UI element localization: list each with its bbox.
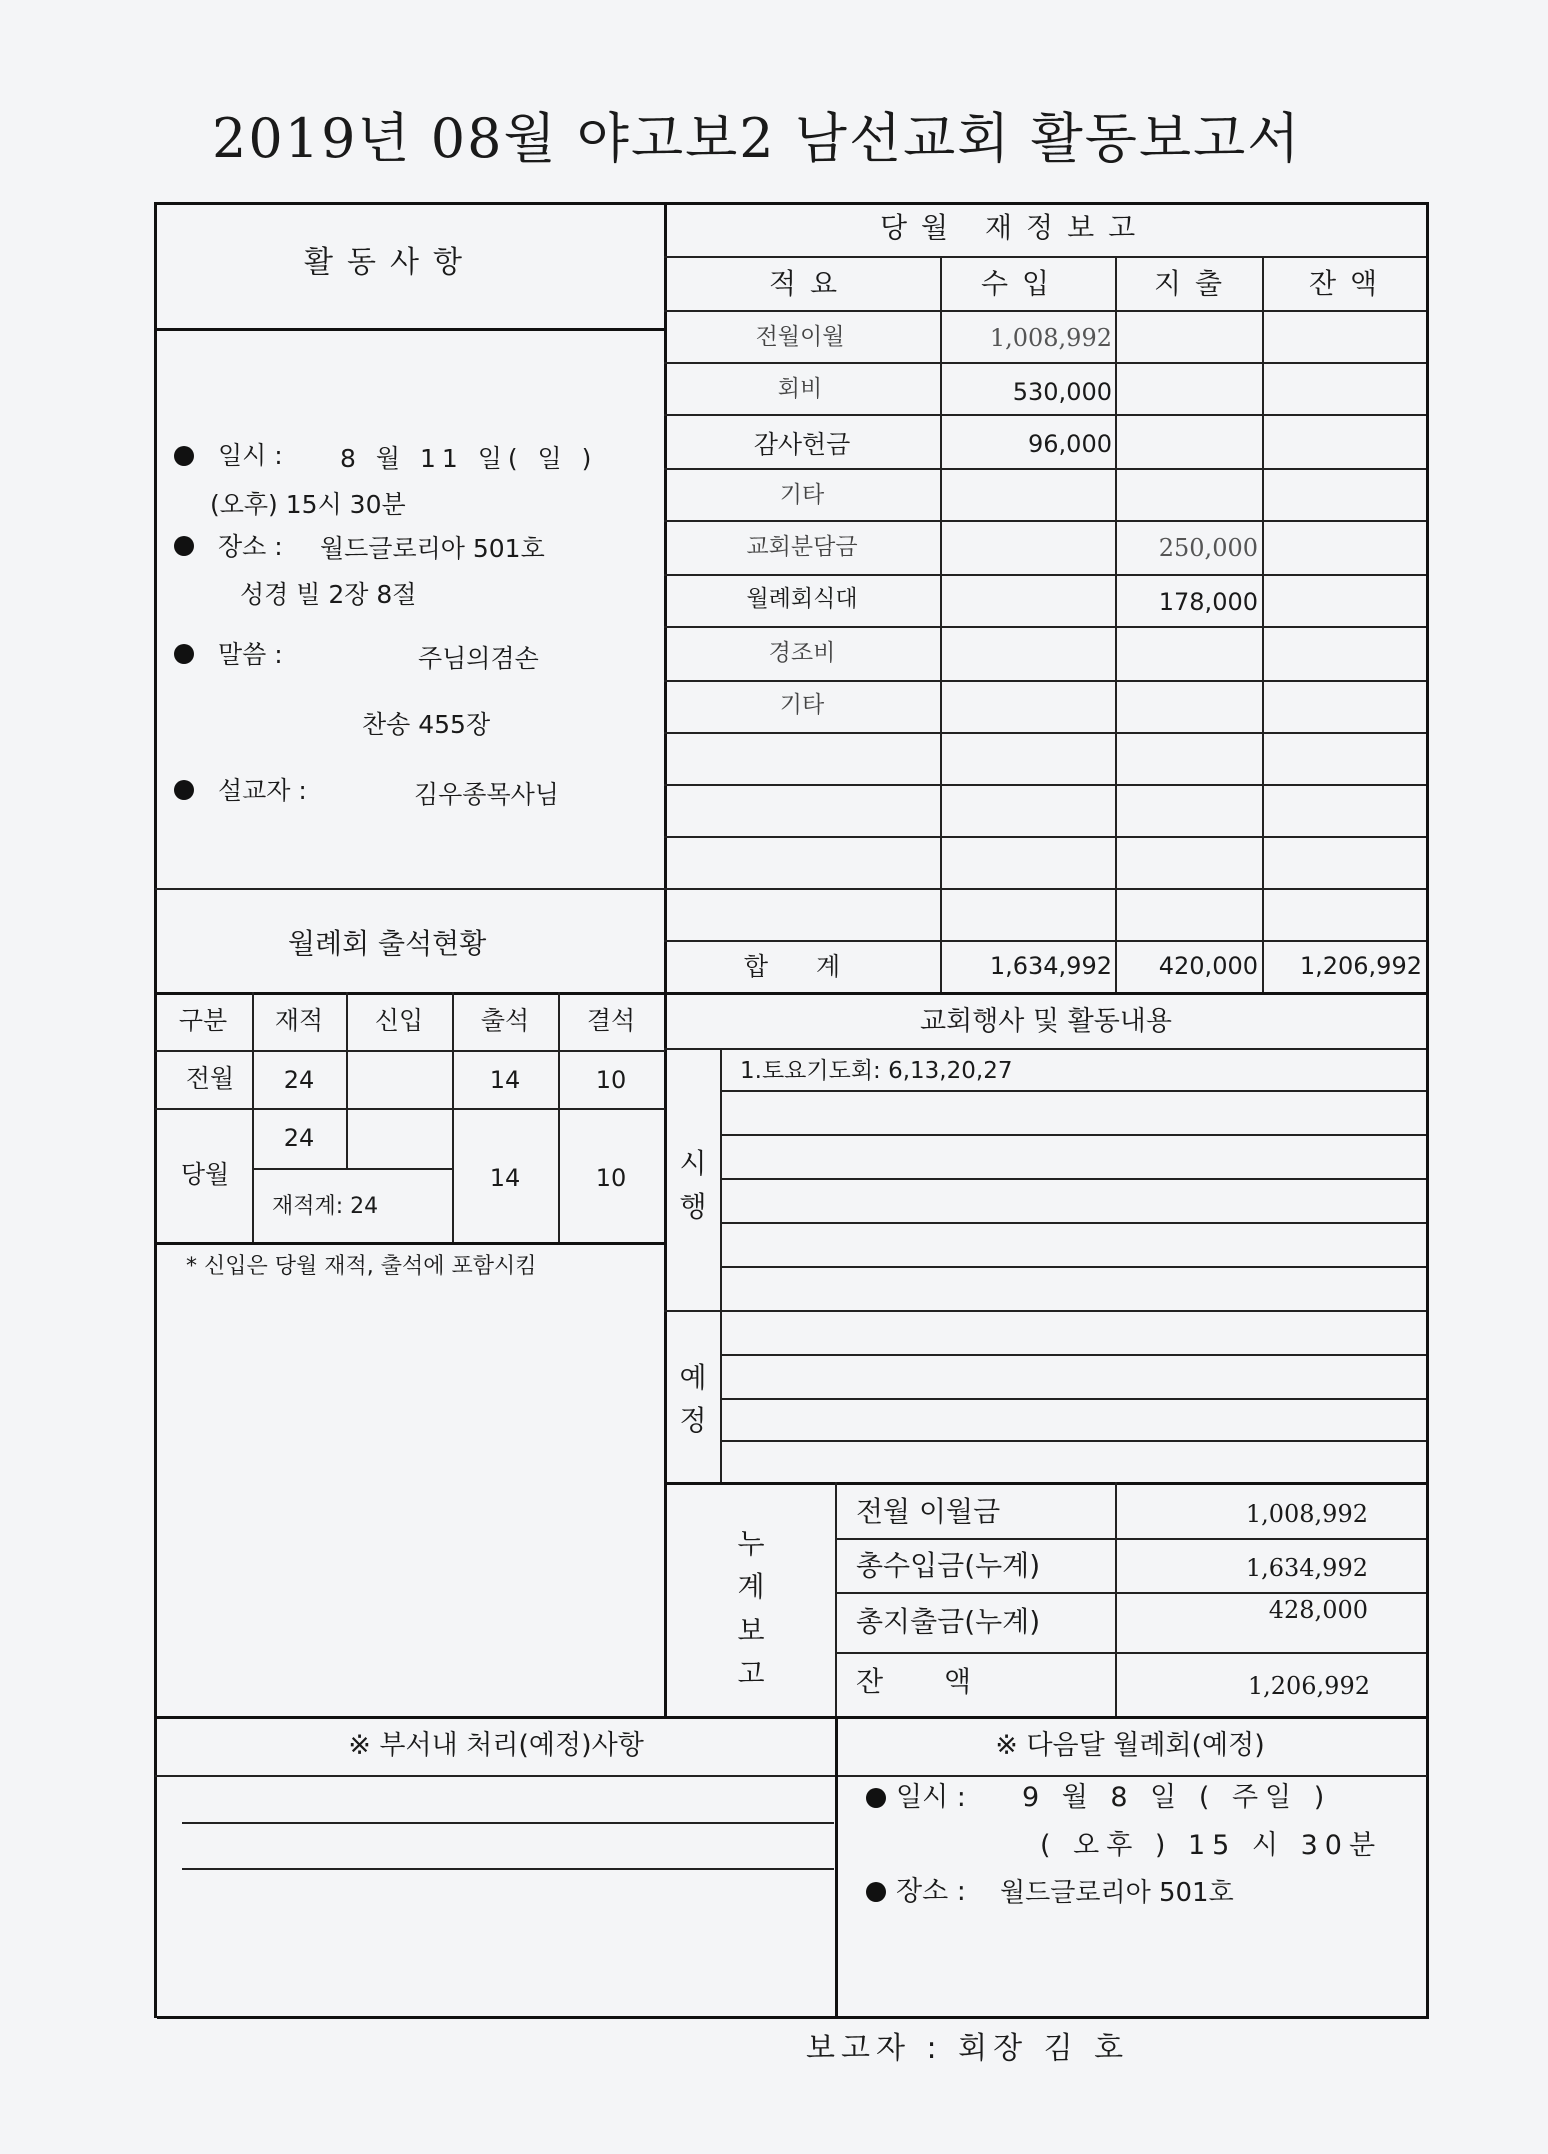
row-item: 경조비 (768, 640, 836, 666)
row-item: 월례회식대 (746, 586, 858, 612)
total-expense: 420,000 (1158, 952, 1258, 980)
cur-enrolled: 24 (283, 1124, 315, 1152)
date-label: 일시 : (218, 441, 283, 470)
cum-label: 총수입금(누계) (856, 1549, 1041, 1582)
cumulative-label: 누계보고 (737, 1527, 765, 1691)
col-enrolled: 재적 (274, 1006, 324, 1035)
dept-header: ※ 부서내 처리(예정)사항 (348, 1730, 644, 1761)
prev-month-label: 전월 (185, 1064, 235, 1093)
scripture: 성경 빌 2장 8절 (240, 580, 417, 609)
row-income: 1,008,992 (989, 324, 1112, 352)
cum-label: 전월 이월금 (856, 1495, 1001, 1528)
total-balance: 1,206,992 (1299, 952, 1422, 980)
prev-enrolled: 24 (283, 1066, 315, 1094)
hymn: 찬송 455장 (362, 710, 491, 739)
finance-header: 당월 재정보고 (880, 211, 1150, 244)
bullet-icon (866, 1882, 886, 1902)
row-item: 전월이월 (755, 324, 845, 350)
next-date-value: 9 월 8 일 ( 주일 ) (1022, 1782, 1332, 1813)
bullet-icon (174, 644, 194, 664)
cur-absent: 10 (595, 1164, 627, 1192)
done-item: 1.토요기도회: 6,13,20,27 (740, 1058, 1013, 1084)
attendance-note: * 신입은 당월 재적, 출석에 포함시킴 (186, 1254, 537, 1279)
date-value: 8 월 11 일( 일 ) (340, 444, 598, 473)
cum-label: 잔 액 (856, 1665, 997, 1698)
bullet-icon (174, 780, 194, 800)
report-title: 2019년 08월 야고보2 남선교회 활동보고서 (212, 107, 1302, 170)
time-value: (오후) 15시 30분 (210, 490, 406, 519)
row-item: 교회분담금 (746, 534, 858, 560)
activity-header: 활동사항 (304, 245, 476, 280)
bullet-icon (866, 1788, 886, 1808)
next-place-value: 월드글로리아 501호 (1000, 1878, 1234, 1908)
attendance-header: 월례회 출석현황 (288, 927, 487, 960)
row-income: 530,000 (1012, 378, 1112, 406)
col-income: 수입 (980, 267, 1064, 300)
row-item: 회비 (777, 376, 823, 402)
next-date-label: 일시 : (896, 1782, 966, 1813)
col-item: 적요 (768, 267, 852, 300)
col-expense: 지출 (1153, 267, 1237, 300)
bullet-icon (174, 536, 194, 556)
place-value: 월드글로리아 501호 (320, 534, 545, 563)
sermon-label: 말씀 : (218, 640, 283, 669)
bullet-icon (174, 446, 194, 466)
events-header: 교회행사 및 활동내용 (920, 1006, 1172, 1037)
plan-label: 예정 (679, 1361, 707, 1438)
cum-value: 1,206,992 (1247, 1672, 1370, 1700)
next-header: ※ 다음달 월례회(예정) (995, 1730, 1265, 1761)
col-attend: 출석 (480, 1006, 530, 1035)
next-time-value: ( 오후 ) 15 시 30분 (1040, 1830, 1383, 1861)
preacher-value: 김우종목사님 (414, 780, 559, 809)
row-item: 기타 (779, 692, 825, 718)
prev-attend: 14 (489, 1066, 521, 1094)
row-expense: 250,000 (1158, 534, 1258, 562)
preacher-label: 설교자 : (218, 776, 307, 805)
total-income: 1,634,992 (989, 952, 1112, 980)
row-expense: 178,000 (1158, 588, 1258, 616)
prev-absent: 10 (595, 1066, 627, 1094)
cum-label: 총지출금(누계) (856, 1605, 1041, 1638)
cur-month-label: 당월 (180, 1160, 230, 1189)
row-item: 감사헌금 (753, 430, 851, 459)
row-item: 기타 (779, 482, 825, 508)
cum-value: 1,008,992 (1245, 1500, 1368, 1528)
next-place-label: 장소 : (896, 1876, 966, 1907)
col-new: 신입 (374, 1006, 424, 1035)
col-type: 구분 (178, 1006, 228, 1035)
total-label: 합 계 (743, 952, 861, 981)
done-label: 시행 (679, 1147, 707, 1224)
col-absent: 결석 (586, 1006, 636, 1035)
reporter-signature: 보고자 : 회장 김 호 (806, 2031, 1130, 2066)
cum-value: 428,000 (1268, 1596, 1368, 1624)
place-label: 장소 : (218, 532, 283, 561)
cum-value: 1,634,992 (1245, 1554, 1368, 1582)
sermon-value: 주님의겸손 (418, 644, 539, 673)
cur-attend: 14 (489, 1164, 521, 1192)
col-balance: 잔액 (1308, 267, 1392, 300)
cur-total: 재적계: 24 (272, 1194, 379, 1219)
row-income: 96,000 (1028, 430, 1112, 458)
